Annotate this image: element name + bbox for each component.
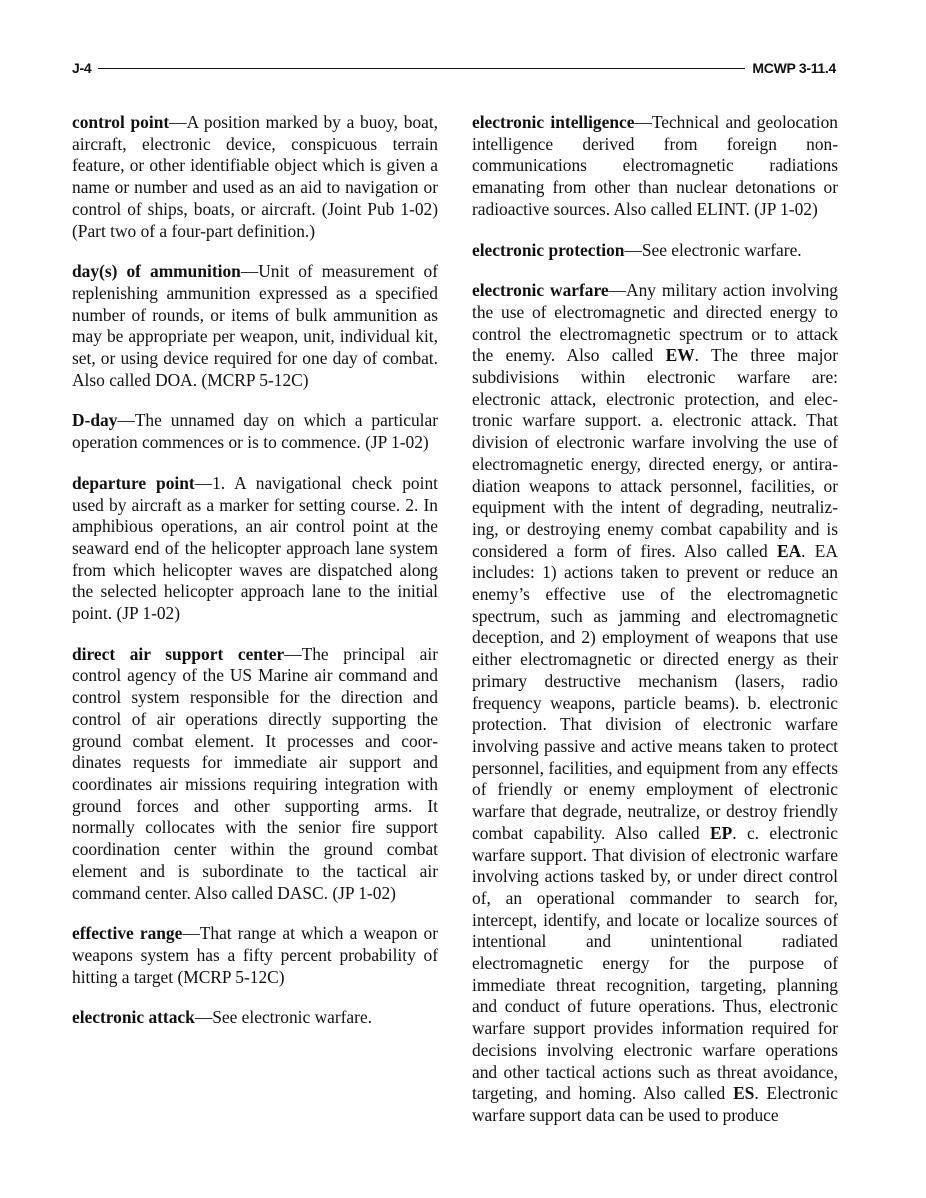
glossary-definition: —That range at which a weapon or weapons system has a fifty percent probability of hitting a target (MCRP 5-12C) [72,923,439,987]
glossary-entry-electronic-protection [472,240,838,262]
glossary-entry-electronic-intelligence [472,112,838,221]
left-column [72,112,438,1048]
glossary-entry-electronic-warfare [472,280,838,1126]
glossary-entry-electronic-attack [72,1007,438,1029]
abbreviation-ep: EP [709,822,733,843]
running-header [72,58,836,78]
glossary-entry-control-point [72,112,438,242]
glossary-definition: —See electronic warfare. [624,239,802,260]
glossary-definition-part: . c. electronic warfare support. That division of electronic warfare involving actions tasked by, or under direct control of, an operational commander to search for, intercept, identify, and locate or localize sources of intentional and unintentional radiated electromagnetic energy for the purpose of immediate threat recognition, targeting, planning and conduct of future operations. Thus, electronic warfare support provides information required for decisions involving electronic warfare operations and other tactical actions such as threat avoidance, targeting, and homing. Also called [472,822,838,1104]
glossary-entry-days-of-ammunition [72,261,438,391]
glossary-definition: —Technical and geolocation intelligence derived from foreign non-communications electromagnetic radiations emanating from other than nuclear detonations or radioactive sources. Also called ELINT. (JP 1-02) [472,112,838,219]
right-column [472,112,838,1146]
glossary-term: control point [72,112,170,132]
glossary-definition-part: . The three major subdivisions within electronic warfare are: electronic attack, electronic protection, and electronic warfare support. a. electronic attack. That division of electronic warfare involving the use of electromagnetic energy, directed energy, or antiradiation weapons to attack personnel, facilities, or equipment with the intent of degrading, neutralizing, or destroying enemy combat capability and is considered a form of fires. Also called [472,345,839,561]
glossary-term: D-day [72,410,118,431]
glossary-definition: —1. A navigational check point used by aircraft as a marker for setting course. 2. In amphibious operations, an air control point at the seaward end of the helicopter approach lane system from which helicopter waves are dispatched along the selected helicopter approach lane to the initial point. (JP 1-02) [72,472,438,624]
glossary-entry-effective-range [72,923,438,988]
abbreviation-ew: EW [665,345,695,366]
glossary-term: effective range [72,923,183,944]
glossary-definition: —A position marked by a buoy, boat, aircraft, electronic device, conspicuous terrain feature, or other identifiable object which is given a name or number and used as an aid to navigation or control of ships, boats, or aircraft. (Joint Pub 1-02) (Part two of a four-part definition.) [72,112,438,241]
page-number: J-4 [72,60,92,76]
glossary-definition-part: . Electronic warfare support data can be used to produce [472,1083,838,1125]
glossary-term: electronic attack [72,1007,195,1028]
glossary-definition-part: . EA includes: 1) actions taken to prevent or reduce an enemy’s effective use of the electromagnetic spectrum, such as jamming and electromagnetic deception, and 2) employment of weapons that use either electromagnetic or directed energy as their primary destructive mechanism (lasers, radio frequency weapons, particle beams). b. electronic protection. That division of electronic warfare involving passive and active means taken to protect personnel, facilities, and equipment from any effects of friendly or enemy employment of electronic warfare that degrade, neutralize, or destroy friendly combat capability. Also called [472,540,838,843]
glossary-term: electronic intelligence [472,112,635,132]
abbreviation-es: ES [733,1083,755,1104]
abbreviation-ea: EA [777,540,802,561]
glossary-entry-direct-air-support-center [72,644,438,904]
glossary-term: electronic protection [472,239,625,260]
header-rule [98,68,745,69]
glossary-definition: —The principal air control agency of the US Marine air command and control system responsible for the direction and control of air operations directly supporting the ground combat element. It processes and coordinates requests for immediate air support and coordinates air missions requiring integration with ground forces and other supporting arms. It normally collocates with the senior fire support coordination center within the ground combat element and is subordinate to the tactical air command center. Also called DASC. (JP 1-02) [72,643,438,903]
glossary-definition-part: —Any military action involving the use of electromagnetic and directed energy to control the electromagnetic spectrum or to attack the enemy. Also called [472,280,838,366]
publication-id: MCWP 3-11.4 [752,60,836,76]
glossary-definition: —Unit of measurement of replenishing ammunition expressed as a specified number of rounds, or items of bulk ammunition as may be appropriate per weapon, unit, individual kit, set, or using device required for one day of combat. Also called DOA. (MCRP 5-12C) [72,261,438,390]
glossary-definition: —The unnamed day on which a particular operation commences or is to commence. (JP 1-02) [72,410,438,453]
glossary-entry-departure-point [72,473,438,625]
glossary-term: departure point [72,472,195,493]
glossary-definition: —See electronic warfare. [194,1007,373,1028]
glossary-entry-d-day [72,410,438,453]
glossary-term: direct air support center [72,643,285,664]
glossary-term: day(s) of ammunition [72,261,241,282]
glossary-term: electronic warfare [472,280,609,301]
